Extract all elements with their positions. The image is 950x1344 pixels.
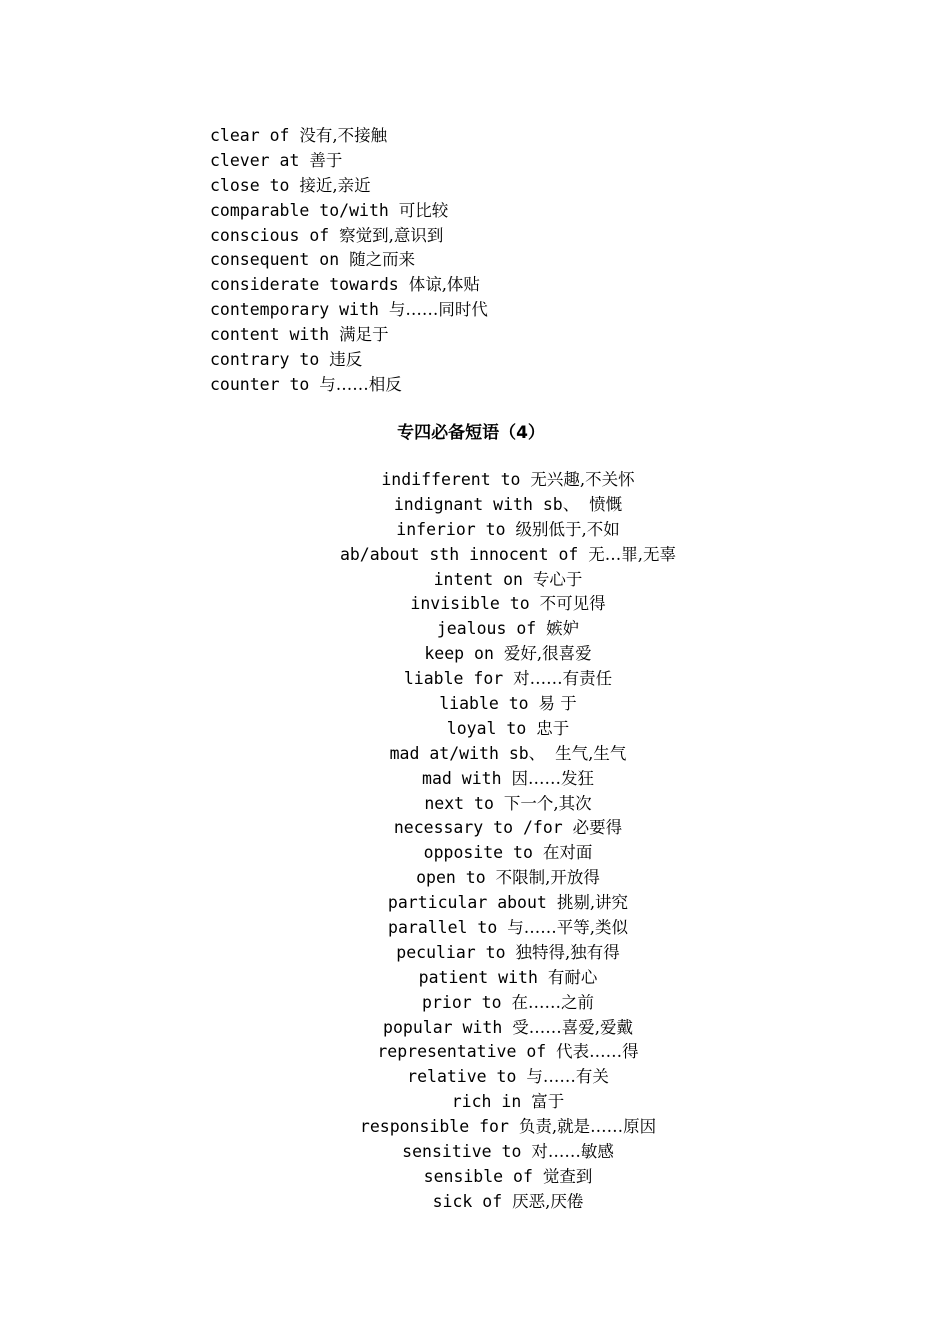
phrase-chinese: 不限制,开放得 <box>495 868 600 888</box>
phrase-entry <box>210 199 488 224</box>
phrase-entry <box>0 518 950 543</box>
phrase-english: peculiar to <box>396 942 506 962</box>
phrase-entry <box>0 692 950 717</box>
phrase-english: popular with <box>383 1017 503 1037</box>
phrase-entry <box>210 174 488 199</box>
phrase-entry <box>210 224 488 249</box>
phrase-entry <box>0 1165 950 1190</box>
phrase-entry <box>0 1090 950 1115</box>
phrase-chinese: 必要得 <box>572 818 623 838</box>
phrase-entry <box>0 991 950 1016</box>
phrase-chinese: 厌恶,厌倦 <box>512 1191 584 1211</box>
phrase-entry <box>0 891 950 916</box>
phrase-entry <box>0 493 950 518</box>
phrase-english: opposite to <box>423 843 533 863</box>
phrase-chinese: 没有,不接触 <box>299 126 388 145</box>
phrase-english: parallel to <box>388 918 498 938</box>
phrase-chinese: 对……有责任 <box>513 669 613 689</box>
phrase-chinese: 不可见得 <box>539 594 606 614</box>
phrase-english: close to <box>210 175 290 195</box>
phrase-entry <box>0 841 950 866</box>
phrase-english: consequent on <box>210 250 340 270</box>
phrase-chinese: 富于 <box>531 1092 565 1112</box>
phrase-entry <box>0 667 950 692</box>
phrase-chinese: 与……平等,类似 <box>507 918 628 938</box>
phrase-chinese: 有耐心 <box>547 967 598 987</box>
phrase-english: sensitive to <box>402 1142 522 1162</box>
phrase-entry <box>0 1016 950 1041</box>
phrase-english: responsible for <box>359 1117 509 1137</box>
phrase-chinese: 下一个,其次 <box>503 793 592 813</box>
phrase-english: conscious of <box>210 225 330 245</box>
phrase-english: loyal to <box>446 718 527 738</box>
phrase-chinese: 对……敏感 <box>531 1142 614 1162</box>
phrase-chinese: 善于 <box>309 150 343 170</box>
phrase-chinese: 无…罪,无辜 <box>588 544 677 564</box>
phrase-chinese: 挑剔,讲究 <box>556 893 629 913</box>
phrase-chinese: 在……之前 <box>511 992 594 1012</box>
phrase-english: next to <box>424 793 494 813</box>
phrase-entry <box>0 742 950 767</box>
phrase-chinese: 因……发狂 <box>511 768 594 788</box>
phrase-english: particular about <box>387 893 547 913</box>
phrase-chinese: 易 于 <box>538 694 577 714</box>
phrase-english: counter to <box>210 374 310 394</box>
phrase-entry <box>0 792 950 817</box>
phrase-chinese: 负责,就是……原因 <box>518 1117 657 1137</box>
phrase-entry <box>0 592 950 617</box>
phrase-english: open to <box>416 868 486 888</box>
phrase-entry <box>0 1190 950 1215</box>
phrase-chinese: 在对面 <box>542 843 593 863</box>
phrase-chinese: 觉查到 <box>542 1166 593 1186</box>
phrase-english: contrary to <box>210 350 320 370</box>
phrase-entry <box>210 323 488 348</box>
phrase-entry <box>0 816 950 841</box>
phrase-english: clear of <box>210 126 290 145</box>
phrase-english: jealous of <box>436 619 537 639</box>
phrase-chinese: 嫉妒 <box>546 619 580 639</box>
phrase-english: considerate towards <box>210 275 399 295</box>
phrase-entry <box>0 767 950 792</box>
phrase-entry <box>210 348 488 373</box>
phrase-chinese: 与……有关 <box>526 1067 609 1087</box>
phrase-chinese: 级别低于,不如 <box>515 519 620 539</box>
phrase-chinese: 与……同时代 <box>388 300 488 320</box>
phrase-entry <box>0 966 950 991</box>
phrase-english: necessary to /for <box>393 818 563 838</box>
phrase-chinese: 独特得,独有得 <box>515 942 620 962</box>
phrase-entry <box>0 568 950 593</box>
phrase-chinese: 违反 <box>329 350 363 370</box>
phrase-entry <box>0 1040 950 1065</box>
phrase-entry <box>210 149 488 174</box>
phrase-english: indignant with sb、 <box>393 494 580 514</box>
phrase-entry <box>0 717 950 742</box>
phrase-entry <box>0 543 950 568</box>
phrase-entry <box>0 866 950 891</box>
phrase-chinese: 代表……得 <box>556 1042 639 1062</box>
phrase-english: contemporary with <box>210 300 379 320</box>
phrase-english: patient with <box>418 967 538 987</box>
phrase-english: representative of <box>377 1042 547 1062</box>
phrase-english: ab/about sth innocent of <box>339 544 579 564</box>
phrase-entry <box>0 941 950 966</box>
phrase-english: mad at/with sb、 <box>389 743 546 763</box>
phrase-english: rich in <box>451 1092 522 1112</box>
phrase-english: mad with <box>422 768 502 788</box>
phrase-chinese: 爱好,很喜爱 <box>503 644 592 664</box>
phrase-entry <box>0 1140 950 1165</box>
phrase-english: prior to <box>422 992 502 1012</box>
phrase-entry <box>210 124 488 149</box>
phrase-english: indifferent to <box>381 470 521 489</box>
section-heading: 专四必备短语（4） <box>397 423 545 443</box>
phrase-entry <box>0 617 950 642</box>
phrase-english: invisible to <box>410 594 530 614</box>
phrase-english: content with <box>210 325 330 345</box>
phrase-english: relative to <box>407 1067 517 1087</box>
phrase-chinese: 察觉到,意识到 <box>339 225 444 245</box>
phrase-english: sensible of <box>423 1166 533 1186</box>
phrase-chinese: 无兴趣,不关怀 <box>530 470 635 489</box>
phrase-chinese: 体谅,体贴 <box>408 275 480 295</box>
phrase-entry <box>0 1065 950 1090</box>
phrase-entry <box>0 468 950 493</box>
phrase-chinese: 受……喜爱,爱戴 <box>512 1017 633 1037</box>
phrase-entry <box>210 273 488 298</box>
phrase-list-a <box>210 124 488 398</box>
phrase-chinese: 接近,亲近 <box>299 175 371 195</box>
phrase-list-b <box>0 468 950 1215</box>
phrase-english: keep on <box>424 644 494 664</box>
phrase-chinese: 忠于 <box>536 718 570 738</box>
phrase-chinese: 愤慨 <box>589 494 623 514</box>
phrase-english: sick of <box>432 1191 503 1211</box>
phrase-english: liable for <box>403 669 504 689</box>
phrase-english: comparable to/with <box>210 200 389 220</box>
phrase-entry <box>0 642 950 667</box>
phrase-chinese: 可比较 <box>398 200 449 220</box>
phrase-english: liable to <box>439 694 529 714</box>
phrase-chinese: 生气,生气 <box>555 743 627 763</box>
phrase-english: intent on <box>433 569 523 589</box>
phrase-chinese: 专心于 <box>532 569 583 589</box>
phrase-entry <box>210 298 488 323</box>
phrase-chinese: 满足于 <box>339 325 389 345</box>
phrase-chinese: 与……相反 <box>319 374 402 394</box>
phrase-entry <box>210 248 488 273</box>
phrase-entry <box>210 373 488 398</box>
phrase-english: inferior to <box>396 519 506 539</box>
phrase-chinese: 随之而来 <box>349 250 416 270</box>
phrase-entry <box>0 1115 950 1140</box>
phrase-english: clever at <box>210 150 300 170</box>
phrase-entry <box>0 916 950 941</box>
